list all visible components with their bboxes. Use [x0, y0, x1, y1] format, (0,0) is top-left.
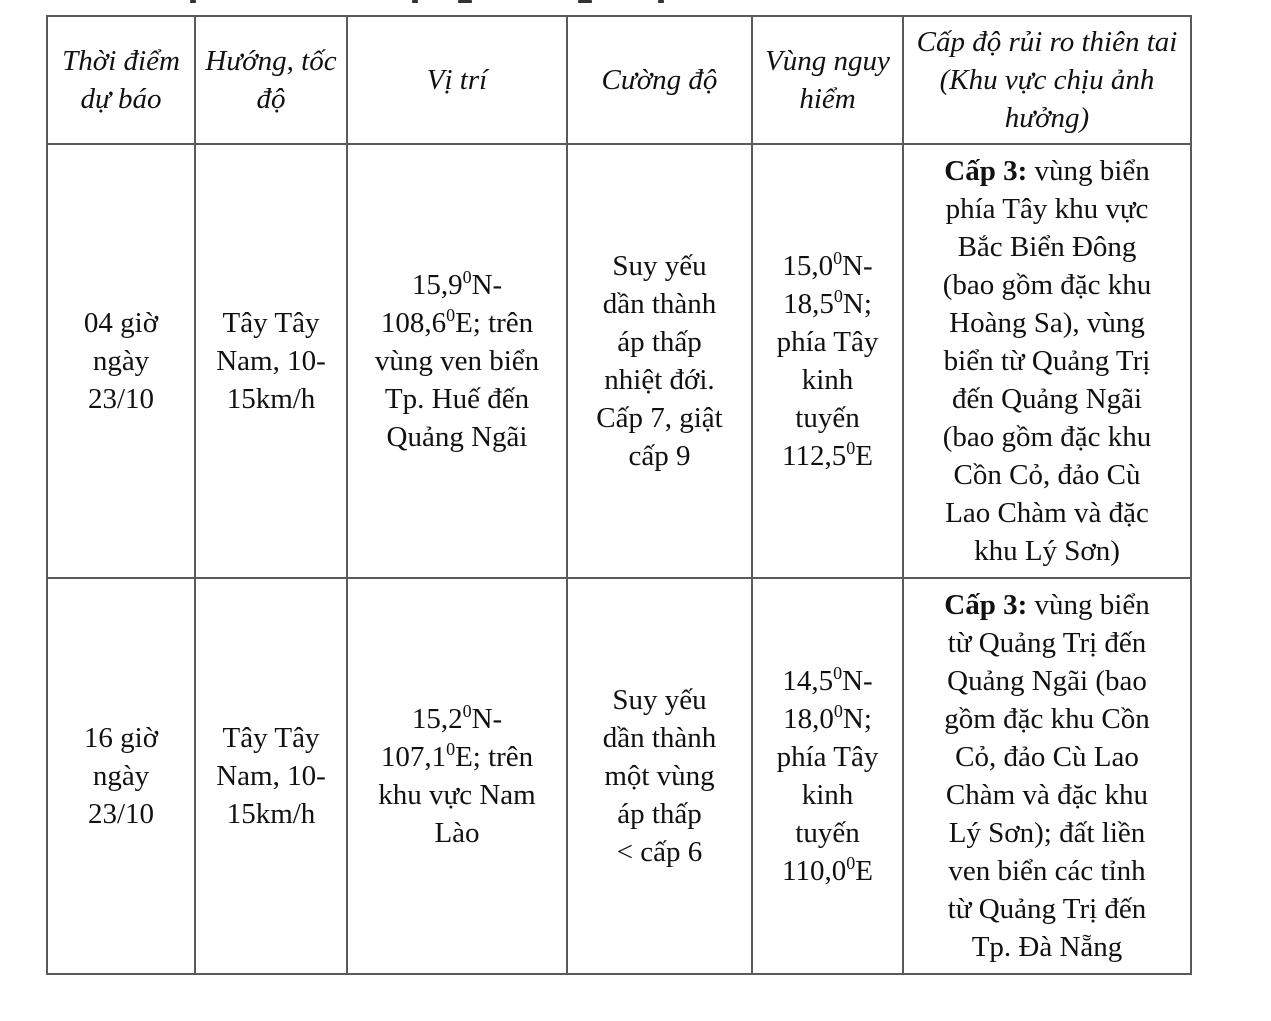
cell-text: đến Quảng Ngãi — [951, 383, 1143, 415]
header-text: tốc độ — [256, 45, 337, 115]
cell-text: từ Quảng Trị đến — [947, 627, 1147, 659]
header-position — [347, 16, 567, 144]
cell-text: Tp. Huế đến — [384, 383, 530, 415]
cell-text: Chàm và đặc khu — [945, 779, 1149, 811]
cell-text: Suy yếu — [612, 250, 707, 282]
cell-text: 16 giờ — [83, 722, 159, 754]
header-text: Vị trí — [426, 64, 488, 96]
cell-text: 04 giờ — [83, 307, 159, 339]
cell-text: kinh — [801, 364, 854, 396]
zone-lat-end: 18,5$^0$N; — [783, 286, 872, 320]
cell-text: Lào — [434, 817, 480, 849]
risk-level-label: Cấp 3: — [944, 589, 1028, 621]
cell-text: áp thấp — [617, 798, 702, 830]
zone-lat-start: 14,5$^0$N- — [782, 663, 873, 697]
cell-position — [347, 144, 567, 578]
header-text: Thời — [62, 45, 117, 77]
cell-text: biển từ Quảng Trị — [943, 345, 1151, 377]
zone-longitude: 110,0$^0$E — [782, 853, 873, 887]
header-text: báo — [118, 83, 162, 115]
cell-text: phía Tây khu vực — [945, 193, 1149, 225]
cell-intensity — [567, 144, 752, 578]
risk-first-line: Cấp 3: vùng biển — [944, 155, 1150, 187]
cell-text: Cỏ, đảo Cù Lao — [955, 741, 1139, 773]
degree-mark: 0 — [446, 739, 456, 759]
cell-forecast-time — [47, 578, 195, 974]
cell-text: Tây Tây — [222, 307, 320, 339]
cell-text: Nam, 10- — [216, 760, 326, 792]
cell-risk-level — [903, 578, 1191, 974]
cell-text: Bắc Biển Đông — [957, 231, 1137, 263]
cell-text: Lý Sơn); đất liền — [948, 817, 1146, 849]
risk-level-label: Cấp 3: — [944, 155, 1028, 187]
header-intensity — [567, 16, 752, 144]
degree-mark: 0 — [833, 248, 843, 268]
cell-text: phía Tây — [776, 741, 879, 773]
longitude: 107,1$^0$E; trên — [380, 739, 534, 773]
header-text: nguy — [833, 45, 890, 77]
cell-danger-zone — [752, 144, 903, 578]
zone-lat-end: 18,0$^0$N; — [783, 701, 872, 735]
header-direction-speed — [195, 16, 347, 144]
cell-text: Cấp 7, giật — [596, 402, 723, 434]
cell-text: từ Quảng Trị đến — [947, 893, 1147, 925]
header-forecast-time — [47, 16, 195, 144]
header-text: Cường độ — [601, 64, 718, 96]
cell-text: Quảng Ngãi — [386, 421, 528, 453]
cell-text: áp thấp — [617, 326, 702, 358]
cell-text: Nam, 10- — [216, 345, 326, 377]
cell-text: vùng ven biển — [374, 345, 540, 377]
cell-text: khu Lý Sơn) — [974, 535, 1120, 567]
cell-text: Cồn Cỏ, đảo Cù — [953, 459, 1141, 491]
cell-intensity — [567, 578, 752, 974]
cell-position — [347, 578, 567, 974]
cell-text: một vùng — [604, 760, 715, 792]
degree-mark: 0 — [446, 305, 456, 325]
cell-text: Quảng Ngãi (bao — [947, 665, 1147, 697]
cell-direction-speed — [195, 144, 347, 578]
latitude: 15,9$^0$N- — [411, 267, 503, 301]
table-row — [47, 578, 1191, 974]
degree-mark: 0 — [462, 701, 472, 721]
header-text: hiểm — [799, 83, 856, 115]
cropped-previous-text-line — [150, 0, 850, 5]
cell-text: kinh — [801, 779, 854, 811]
risk-first-line: Cấp 3: vùng biển — [944, 589, 1150, 621]
cell-text: tuyến — [795, 402, 860, 434]
header-disaster-risk-level — [903, 16, 1191, 144]
cell-risk-level — [903, 144, 1191, 578]
zone-lat-start: 15,0$^0$N- — [782, 248, 873, 282]
header-text: Vùng — [765, 45, 827, 77]
longitude: 108,6$^0$E; trên — [380, 305, 534, 339]
cell-text: Tây Tây — [222, 722, 320, 754]
cell-text: nhiệt đới. — [604, 364, 715, 396]
cell-text: Suy yếu — [612, 684, 707, 716]
cell-text: 15km/h — [226, 798, 316, 830]
cell-text: ngày — [92, 345, 150, 377]
degree-mark: 0 — [846, 438, 856, 458]
cell-text: gồm đặc khu Cồn — [944, 703, 1150, 735]
table-header-row — [47, 16, 1191, 144]
degree-mark: 0 — [833, 663, 843, 683]
cell-text: Lao Chàm và đặc — [945, 497, 1149, 529]
cell-text: ngày — [92, 760, 150, 792]
header-danger-zone — [752, 16, 903, 144]
cell-text: ven biển các tỉnh — [948, 855, 1146, 887]
zone-longitude: 112,5$^0$E — [782, 438, 873, 472]
cell-text: tuyến — [795, 817, 860, 849]
cell-text: (bao gồm đặc khu — [942, 421, 1152, 453]
cell-text: Tp. Đà Nẵng — [971, 931, 1123, 963]
table-row — [47, 144, 1191, 578]
cell-direction-speed — [195, 578, 347, 974]
latitude: 15,2$^0$N- — [411, 701, 503, 735]
cell-text: 15km/h — [226, 383, 316, 415]
cell-text: dần thành — [602, 722, 717, 754]
header-text: ảnh hưởng) — [1004, 64, 1155, 134]
cell-text: Hoàng Sa), vùng — [949, 307, 1145, 339]
cell-text: dần thành — [602, 288, 717, 320]
header-text: Cấp độ rủi ro thiên — [916, 26, 1140, 58]
header-text: Hướng, — [205, 45, 294, 77]
cell-text: (bao gồm đặc khu — [942, 269, 1152, 301]
cell-text: 23/10 — [87, 798, 155, 830]
cell-forecast-time — [47, 144, 195, 578]
storm-forecast-table — [46, 15, 1192, 975]
cell-text: khu vực Nam — [378, 779, 536, 811]
header-text: tai (Khu vực chịu — [939, 26, 1178, 96]
cell-danger-zone — [752, 578, 903, 974]
degree-mark: 0 — [846, 853, 856, 873]
header-text: điểm dự — [80, 45, 180, 115]
degree-mark: 0 — [833, 701, 843, 721]
cell-text: phía Tây — [776, 326, 879, 358]
cell-text: < cấp 6 — [616, 836, 703, 868]
degree-mark: 0 — [833, 286, 843, 306]
degree-mark: 0 — [462, 267, 472, 287]
cell-text: 23/10 — [87, 383, 155, 415]
cell-text: cấp 9 — [628, 440, 691, 472]
